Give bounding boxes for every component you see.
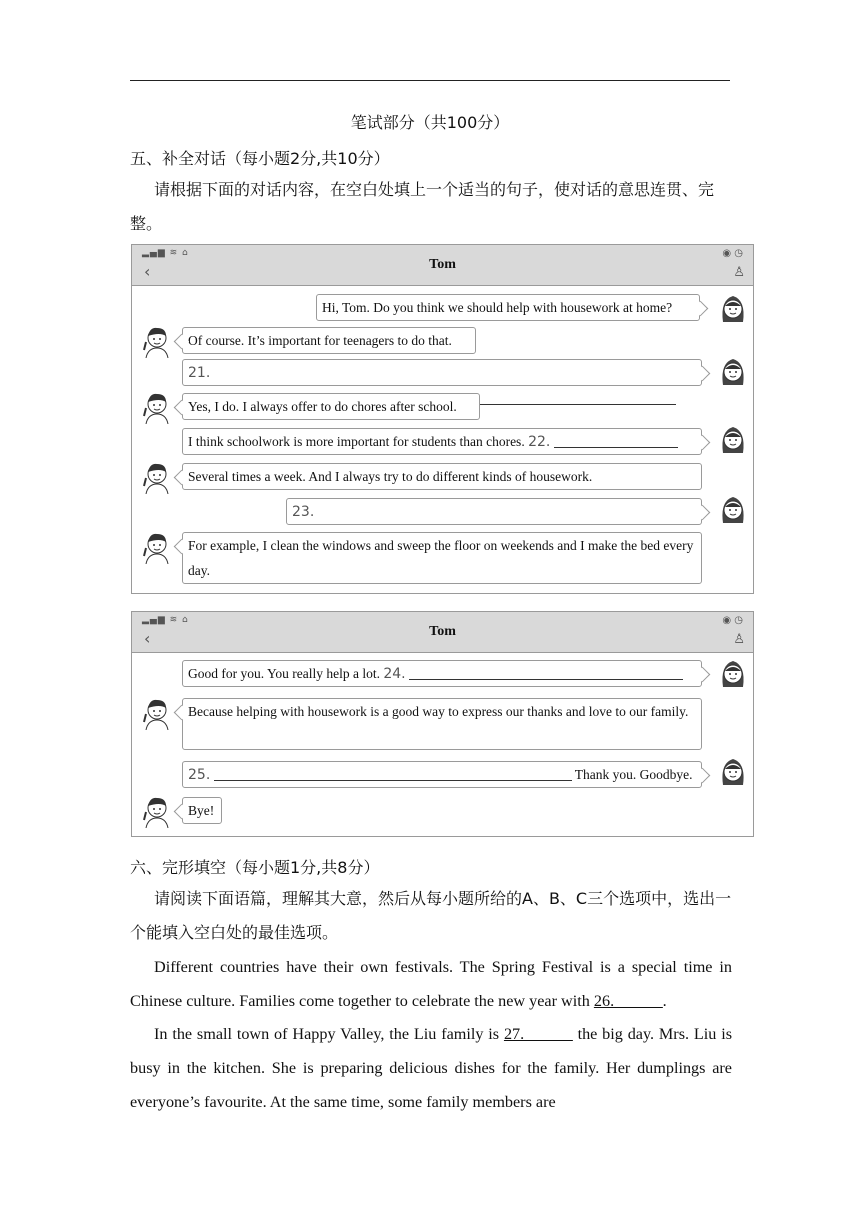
chat-title: Tom — [429, 257, 456, 272]
chat-message: Hi, Tom. Do you think we should help with housework at home? — [316, 294, 700, 321]
passage-paragraph-1 — [130, 950, 732, 1018]
chat-message-blank — [182, 761, 702, 788]
section6-heading: 六、完形填空（每小题1分,共8分） — [130, 858, 380, 877]
blank-26[interactable]: 26.______ — [593, 992, 663, 1010]
question-number: 23. — [292, 504, 315, 520]
boy-avatar-icon — [140, 794, 174, 828]
chat-message — [182, 660, 702, 687]
back-icon[interactable]: ‹ — [144, 629, 151, 648]
girl-avatar-icon — [716, 755, 750, 789]
boy-avatar-icon — [140, 696, 174, 730]
contact-icon[interactable]: ♙ — [733, 265, 745, 280]
passage-text: . — [662, 992, 667, 1010]
signal-icon: ▂▄▆ ≋ ⌂ — [142, 248, 189, 258]
chat-message: Because helping with housework is a good way to express our thanks and love to our family. — [182, 698, 702, 750]
chat-message: Bye! — [182, 797, 222, 824]
section5-heading: 五、补全对话（每小题2分,共10分） — [130, 149, 390, 168]
answer-blank[interactable] — [409, 663, 683, 680]
chat-message-blank — [182, 359, 702, 386]
page-title: 笔试部分（共100分） — [350, 113, 510, 132]
chat-message — [182, 428, 702, 455]
answer-blank[interactable] — [214, 764, 572, 781]
chat-title: Tom — [429, 624, 456, 639]
question-number: 21. — [188, 365, 211, 381]
question-number: 22. — [528, 434, 551, 450]
boy-avatar-icon — [140, 530, 174, 564]
status-icons: ◉ ◷ — [722, 248, 743, 259]
passage-text: the big day. Mrs. Liu is busy in the kitchen. She is preparing delicious dishes for the family. Her dumplings are everyone’s favourite. At the same time, some family members are — [130, 1025, 732, 1111]
chat-message: Yes, I do. I always offer to do chores after school. — [182, 393, 480, 420]
top-rule — [130, 80, 730, 81]
girl-avatar-icon — [716, 657, 750, 691]
answer-blank[interactable] — [554, 431, 678, 448]
chat-header — [132, 245, 753, 286]
girl-avatar-icon — [716, 292, 750, 326]
passage-text: Different countries have their own festivals. The Spring Festival is a special time in Chinese culture. Families come together to celebrate the new year with — [130, 958, 732, 1010]
girl-avatar-icon — [716, 355, 750, 389]
section6-instruction: 请阅读下面语篇，理解其大意，然后从每小题所给的A、B、C三个选项中，选出一个能填入空白处的最佳选项。 — [130, 889, 732, 942]
girl-avatar-icon — [716, 423, 750, 457]
chat-text: Good for you. You really help a lot. — [188, 666, 380, 681]
signal-icon: ▂▄▆ ≋ ⌂ — [142, 615, 189, 625]
blank-27[interactable]: 27.______ — [503, 1025, 573, 1043]
chat-message: Of course. It’s important for teenagers to do that. — [182, 327, 476, 354]
chat-text: I think schoolwork is more important for students than chores. — [188, 434, 525, 449]
boy-avatar-icon — [140, 324, 174, 358]
section5-instruction: 请根据下面的对话内容，在空白处填上一个适当的句子，使对话的意思连贯、完整。 — [130, 180, 715, 233]
chat-message: For example, I clean the windows and sweep the floor on weekends and I make the bed every day. — [182, 532, 702, 584]
back-icon[interactable]: ‹ — [144, 262, 151, 281]
chat-message-blank — [286, 498, 702, 525]
contact-icon[interactable]: ♙ — [733, 632, 745, 647]
girl-avatar-icon — [716, 493, 750, 527]
status-icons: ◉ ◷ — [722, 615, 743, 626]
chat-header — [132, 612, 753, 653]
question-number: 25. — [188, 767, 211, 783]
chat-message: Several times a week. And I always try to do different kinds of housework. — [182, 463, 702, 490]
passage-paragraph-2 — [130, 1017, 732, 1119]
question-number: 24. — [383, 666, 406, 682]
chat-text: Thank you. Goodbye. — [574, 767, 693, 782]
passage-text: In the small town of Happy Valley, the Liu family is — [154, 1025, 504, 1043]
boy-avatar-icon — [140, 390, 174, 424]
boy-avatar-icon — [140, 460, 174, 494]
